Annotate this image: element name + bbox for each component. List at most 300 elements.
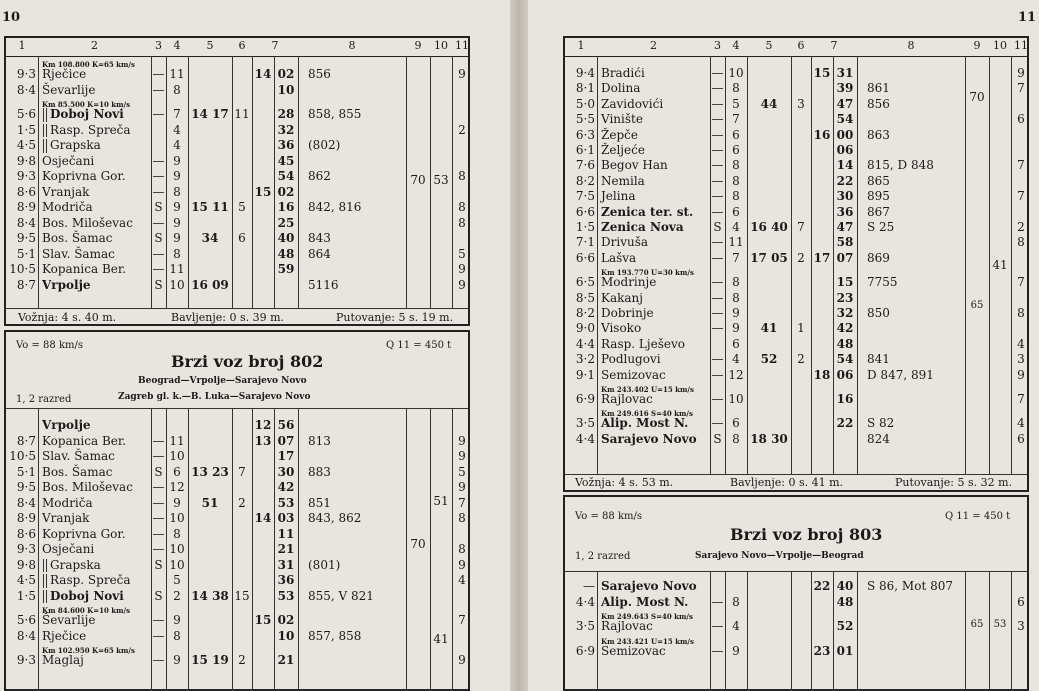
distance-km: 8·4 <box>16 628 36 643</box>
col-8-crossing: D 847, 891 <box>867 367 934 382</box>
distance-km: 4·5 <box>16 138 36 152</box>
station-name: Vranjak <box>42 511 90 525</box>
distance-km: 5·0 <box>575 96 595 111</box>
distance-km: 9·1 <box>575 367 595 382</box>
col-4: 7 <box>732 250 740 265</box>
time-minute: 30 <box>277 464 295 479</box>
col-3: — <box>711 416 724 431</box>
col-5-stop: 18 30 <box>750 431 788 446</box>
col-4: 11 <box>169 67 185 81</box>
station-name: Grapska <box>50 138 101 152</box>
col-11: 5 <box>458 464 466 479</box>
col-4: 9 <box>732 321 740 336</box>
col-8-crossing: 883 <box>308 464 331 479</box>
col-5-stop: 52 <box>760 352 778 367</box>
col-11: 8 <box>1017 235 1025 250</box>
col-11: 9 <box>458 433 466 448</box>
col-3: — <box>152 480 165 494</box>
col-4: 6 <box>732 416 740 431</box>
col-9: 65 <box>970 300 984 311</box>
col-3: — <box>711 81 724 96</box>
col-3: — <box>711 235 724 250</box>
col-4: 8 <box>732 81 740 96</box>
col-3: — <box>711 392 724 406</box>
distance-km: 6·3 <box>575 127 595 142</box>
col-3: — <box>152 511 165 525</box>
station-name: Kopanica Ber. <box>42 433 127 448</box>
col-4: 8 <box>732 158 740 173</box>
col-4: 6 <box>173 464 181 479</box>
distance-km: 9·5 <box>16 231 36 245</box>
time-minute: 11 <box>277 526 295 541</box>
distance-km: 9·0 <box>575 321 595 336</box>
station-name: Jelina <box>601 189 636 204</box>
col-4: 9 <box>173 200 181 214</box>
col-3: — <box>711 250 724 265</box>
time-minute: 16 <box>277 200 295 214</box>
max-speed: Vo = 88 km/s <box>575 511 643 522</box>
time-minute: 47 <box>836 96 854 111</box>
total-time: Putovanje: 5 s. 19 m. <box>336 311 454 324</box>
speed-note: Km 249.643 S=40 km/s <box>601 612 693 621</box>
station-name: Vinište <box>601 112 643 127</box>
col-4: 2 <box>173 588 181 603</box>
station-name: Bos. Šamac <box>42 231 113 245</box>
distance-km: 1·5 <box>16 588 36 603</box>
col-4: 4 <box>173 138 181 152</box>
station-name: Slav. Šamac <box>42 246 115 261</box>
column-rule <box>232 408 233 691</box>
col-3: — <box>711 158 724 173</box>
station-name: Doboj Novi <box>50 588 124 603</box>
column-header-3: 3 <box>155 39 162 52</box>
class: 1, 2 razred <box>575 551 631 562</box>
time-minute: 47 <box>836 220 854 234</box>
col-5-stop: 44 <box>760 96 778 111</box>
station-name: Drivuša <box>601 235 649 250</box>
time-minute: 42 <box>277 480 295 494</box>
table-header <box>6 38 468 57</box>
station-name: Rasp. Spreča <box>50 122 131 137</box>
distance-km: 8·1 <box>575 81 595 96</box>
col-11: 5 <box>458 246 466 261</box>
col-9: 70 <box>410 537 426 551</box>
col-4: 4 <box>732 352 740 367</box>
col-8-crossing: 867 <box>867 204 890 219</box>
col-10: 53 <box>433 173 449 187</box>
col-5-stop: 15 19 <box>191 653 229 667</box>
load: Q 11 = 450 t <box>945 511 1011 522</box>
col-11: 6 <box>1017 112 1025 127</box>
station-name: Vrpolje <box>42 277 91 292</box>
col-6: 5 <box>238 200 246 214</box>
col-11: 8 <box>458 200 466 214</box>
station-name: Rječice <box>42 628 87 643</box>
col-11: 6 <box>1017 594 1025 609</box>
distance-km: 6·1 <box>575 143 595 157</box>
distance-km: 9·8 <box>16 557 36 572</box>
col-6: 2 <box>238 653 246 667</box>
col-8-crossing: S 25 <box>867 220 895 234</box>
col-6: 11 <box>234 107 250 121</box>
col-9: 70 <box>410 173 426 187</box>
col-8-crossing: 863 <box>867 127 890 142</box>
col-8-crossing: 895 <box>867 189 890 204</box>
col-3: — <box>152 433 165 448</box>
col-6: 15 <box>234 588 250 603</box>
distance-km: 10·5 <box>9 262 36 276</box>
route: Beograd—Vrpolje—Sarajevo Novo <box>138 376 307 386</box>
col-4: 10 <box>728 66 744 80</box>
station-name: Željeće <box>601 143 645 157</box>
col-4: 10 <box>169 449 185 463</box>
station-name: Nemila <box>601 173 645 188</box>
col-4: 9 <box>173 495 181 510</box>
station-name: Rječice <box>42 67 87 81</box>
time-minute: 45 <box>277 153 295 168</box>
time-hour: 18 <box>813 367 831 382</box>
col-11: 6 <box>1017 431 1025 446</box>
col-3: — <box>711 189 724 204</box>
distance-km: 4·5 <box>16 573 36 587</box>
station-name: Modriča <box>42 200 93 214</box>
column-header-9: 9 <box>414 39 422 52</box>
distance-km: 9·8 <box>16 153 36 168</box>
col-8-crossing: S 86, Mot 807 <box>867 579 953 593</box>
col-4: 8 <box>732 189 740 204</box>
distance-km: 5·1 <box>16 464 36 479</box>
col-3: — <box>152 653 165 667</box>
column-rule <box>252 408 253 691</box>
col-6: 7 <box>238 464 246 479</box>
column-rule <box>232 56 233 308</box>
speed-note: Km 243.421 U=15 km/s <box>601 636 694 646</box>
distance-km: 10·5 <box>9 449 36 463</box>
distance-km: 6·9 <box>575 643 595 658</box>
col-4: 9 <box>173 169 181 183</box>
col-4: 6 <box>732 143 740 157</box>
station-name: Modrinje <box>601 275 657 290</box>
col-11: 9 <box>458 449 466 463</box>
col-4: 9 <box>173 153 181 168</box>
col-3: S <box>154 557 163 572</box>
distance-km: 7·6 <box>575 158 595 173</box>
column-rule <box>298 408 299 691</box>
col-5-stop: 51 <box>201 495 219 510</box>
station-name: Bradići <box>601 66 645 80</box>
column-rule <box>188 56 189 308</box>
time-minute: 00 <box>836 127 854 142</box>
col-8-crossing: 865 <box>867 173 890 188</box>
station-name: Maglaj <box>42 653 84 667</box>
col-4: 9 <box>732 643 740 658</box>
station-name: Lašva <box>601 250 637 265</box>
col-4: 4 <box>732 220 740 234</box>
station-name: Žepče <box>601 127 638 142</box>
col-3: S <box>154 588 163 603</box>
station-name: Bos. Miloševac <box>42 215 133 230</box>
timetable-train-803 <box>563 495 1029 691</box>
time-minute: 56 <box>277 418 295 432</box>
col-4: 9 <box>173 231 181 245</box>
column-header-2: 2 <box>91 39 98 52</box>
time-minute: 14 <box>836 158 854 173</box>
time-hour: 17 <box>813 250 831 265</box>
column-rule <box>791 571 792 691</box>
train-title: Brzi voz broj 802 <box>171 352 324 371</box>
col-8-crossing: 7755 <box>867 275 898 290</box>
col-3: — <box>711 643 724 658</box>
column-header-3: 3 <box>714 39 721 52</box>
col-8-crossing: 843, 862 <box>308 511 362 525</box>
col-4: 11 <box>169 433 185 448</box>
col-11: 8 <box>1017 306 1025 320</box>
col-9: 70 <box>969 90 985 104</box>
col-8-crossing: 850 <box>867 306 890 320</box>
time-minute: 36 <box>277 138 295 152</box>
col-4: 8 <box>732 290 740 305</box>
col-3: — <box>152 82 165 97</box>
col-4: 8 <box>173 184 181 199</box>
column-header-10: 10 <box>434 39 448 52</box>
column-header-11: 11 <box>455 39 469 52</box>
column-header-8: 8 <box>348 39 356 52</box>
col-4: 9 <box>173 613 181 627</box>
time-minute: 59 <box>277 262 295 276</box>
distance-km: 5·1 <box>16 246 36 261</box>
col-8-crossing: 843 <box>308 231 331 245</box>
station-name: Bos. Miloševac <box>42 480 133 494</box>
col-3: — <box>711 204 724 219</box>
time-minute: 48 <box>836 594 854 609</box>
route: Sarajevo Novo—Vrpolje—Beograd <box>695 551 864 561</box>
col-8-crossing: 861 <box>867 81 890 96</box>
speed-note: Km 108.800 K=65 km/s <box>42 60 135 69</box>
distance-km: 5·6 <box>16 613 36 627</box>
time-minute: 25 <box>277 215 295 230</box>
dwell-time: Bavljenje: 0 s. 39 m. <box>171 311 285 324</box>
col-3: — <box>152 184 165 199</box>
column-header-1: 1 <box>18 39 26 52</box>
column-rule <box>430 408 431 691</box>
distance-km: 6·9 <box>575 392 595 406</box>
distance-km: 8·4 <box>16 215 36 230</box>
timetable-train-802 <box>4 330 470 691</box>
distance-km: 8·2 <box>575 173 595 188</box>
col-3: — <box>152 153 165 168</box>
col-4: 6 <box>732 127 740 142</box>
speed-note: Km 193.770 U=30 km/s <box>601 268 694 278</box>
time-minute: 01 <box>836 643 854 658</box>
col-6: 1 <box>797 321 805 336</box>
route: Zagreb gl. k.—B. Luka—Sarajevo Novo <box>118 392 311 402</box>
station-name: Koprivna Gor. <box>42 526 126 541</box>
time-minute: 52 <box>836 619 854 633</box>
col-5-stop: 16 40 <box>750 220 788 234</box>
time-hour: 15 <box>254 613 272 627</box>
col-3: — <box>152 613 165 627</box>
distance-km: 3·5 <box>575 619 595 633</box>
col-11: 9 <box>458 67 466 81</box>
col-5-stop: 14 17 <box>191 107 229 121</box>
col-11: 7 <box>458 613 466 627</box>
col-5-stop: 41 <box>760 321 778 336</box>
col-4: 11 <box>728 235 744 250</box>
station-name: Dolina <box>601 81 641 96</box>
station-name: Modriča <box>42 495 93 510</box>
col-5-stop: 17 05 <box>750 250 788 265</box>
col-4: 7 <box>732 112 740 127</box>
col-3: — <box>711 275 724 290</box>
col-3: — <box>711 290 724 305</box>
col-6: 7 <box>797 220 805 234</box>
distance-km: 7·5 <box>575 189 595 204</box>
station-name: Vrpolje <box>42 418 91 432</box>
col-8-crossing: (801) <box>308 557 341 572</box>
col-4: 5 <box>173 573 181 587</box>
col-8-crossing: 856 <box>308 67 331 81</box>
distance-km: 8·9 <box>16 200 36 214</box>
distance-km: 8·4 <box>16 495 36 510</box>
time-minute: 32 <box>277 122 295 137</box>
station-name: Semizovac <box>601 367 666 382</box>
station-name: Kopanica Ber. <box>42 262 127 276</box>
total-time: Putovanje: 5 s. 32 m. <box>895 476 1013 489</box>
col-11: 7 <box>458 495 466 510</box>
travel-time: Vožnja: 4 s. 40 m. <box>18 311 117 324</box>
station-name: Rajlovac <box>601 619 653 633</box>
time-minute: 58 <box>836 235 854 250</box>
distance-km: 5·5 <box>575 112 595 127</box>
col-3: — <box>152 215 165 230</box>
col-4: 8 <box>173 628 181 643</box>
time-minute: 15 <box>836 275 854 290</box>
col-8-crossing: 864 <box>308 246 331 261</box>
time-minute: 48 <box>277 246 295 261</box>
timetable-top <box>563 36 1029 492</box>
travel-time: Vožnja: 4 s. 53 m. <box>575 476 674 489</box>
col-10: 53 <box>993 619 1007 630</box>
column-rule <box>747 571 748 691</box>
col-6: 2 <box>238 495 246 510</box>
train-title: Brzi voz broj 803 <box>730 525 883 544</box>
distance-km: 8·5 <box>575 290 595 305</box>
col-11: 3 <box>1017 619 1025 633</box>
column-header-1: 1 <box>577 39 585 52</box>
section-rule <box>565 571 1027 572</box>
col-11: 8 <box>458 511 466 525</box>
col-8-crossing: 813 <box>308 433 331 448</box>
distance-km: 1·5 <box>575 220 595 234</box>
col-3: — <box>711 594 724 609</box>
col-5-stop: 14 38 <box>191 588 229 603</box>
station-name: Koprivna Gor. <box>42 169 126 183</box>
distance-km: 6·6 <box>575 250 595 265</box>
col-3: — <box>152 449 165 463</box>
time-minute: 22 <box>836 173 854 188</box>
time-minute: 02 <box>277 184 295 199</box>
time-minute: 03 <box>277 511 295 525</box>
station-name: Kakanj <box>601 290 643 305</box>
time-minute: 54 <box>836 112 854 127</box>
col-9: 65 <box>970 619 984 630</box>
time-minute: 22 <box>836 416 854 431</box>
col-11: 8 <box>458 542 466 556</box>
time-minute: 36 <box>836 204 854 219</box>
col-11: 9 <box>458 480 466 494</box>
time-minute: 31 <box>277 557 295 572</box>
col-11: 9 <box>458 262 466 276</box>
station-name: Vranjak <box>42 184 90 199</box>
column-header-2: 2 <box>650 39 657 52</box>
time-minute: 10 <box>277 628 295 643</box>
time-minute: 42 <box>836 321 854 336</box>
col-5-stop: 34 <box>201 231 219 245</box>
time-minute: 06 <box>836 143 854 157</box>
distance-km: 8·4 <box>16 82 36 97</box>
distance-km: 8·9 <box>16 511 36 525</box>
distance-km: 8·2 <box>575 306 595 320</box>
speed-note: Km 85.500 K=10 km/s <box>42 100 131 109</box>
station-name: Osječani <box>42 153 95 168</box>
left-page <box>0 0 510 691</box>
distance-km: 3·2 <box>575 352 595 367</box>
time-minute: 54 <box>277 169 295 183</box>
col-4: 5 <box>732 96 740 111</box>
time-minute: 32 <box>836 306 854 320</box>
col-11: 7 <box>1017 189 1025 204</box>
station-name: Slav. Šamac <box>42 449 115 463</box>
column-rule <box>188 408 189 691</box>
footer-rule <box>6 308 468 309</box>
time-minute: 23 <box>836 290 854 305</box>
time-minute: 21 <box>277 653 295 667</box>
time-minute: 53 <box>277 588 295 603</box>
time-minute: 07 <box>277 433 295 448</box>
col-11: 8 <box>458 169 466 183</box>
dwell-time: Bavljenje: 0 s. 41 m. <box>730 476 844 489</box>
time-minute: 48 <box>836 336 854 351</box>
station-name: Osječani <box>42 542 95 556</box>
col-4: 9 <box>173 653 181 667</box>
col-11: 9 <box>1017 66 1025 80</box>
col-3: — <box>711 173 724 188</box>
timetable-top <box>4 36 470 326</box>
col-4: 11 <box>169 262 185 276</box>
distance-km: — <box>583 579 595 593</box>
col-3: — <box>711 367 724 382</box>
distance-km: 9·3 <box>16 169 36 183</box>
time-hour: 15 <box>813 66 831 80</box>
col-3: — <box>152 246 165 261</box>
section-rule <box>6 408 468 409</box>
col-3: — <box>152 107 165 121</box>
time-hour: 16 <box>813 127 831 142</box>
col-8-crossing: 842, 816 <box>308 200 362 214</box>
col-6: 3 <box>797 96 805 111</box>
col-3: — <box>711 352 724 367</box>
col-3: S <box>154 200 163 214</box>
col-4: 10 <box>169 557 185 572</box>
col-6: 2 <box>797 250 805 265</box>
column-header-5: 5 <box>765 39 773 52</box>
col-3: — <box>711 321 724 336</box>
col-11: 7 <box>1017 158 1025 173</box>
footer-rule <box>565 474 1027 475</box>
station-name: Sarajevo Novo <box>601 579 697 593</box>
distance-km: 9·3 <box>16 67 36 81</box>
col-4: 8 <box>173 526 181 541</box>
